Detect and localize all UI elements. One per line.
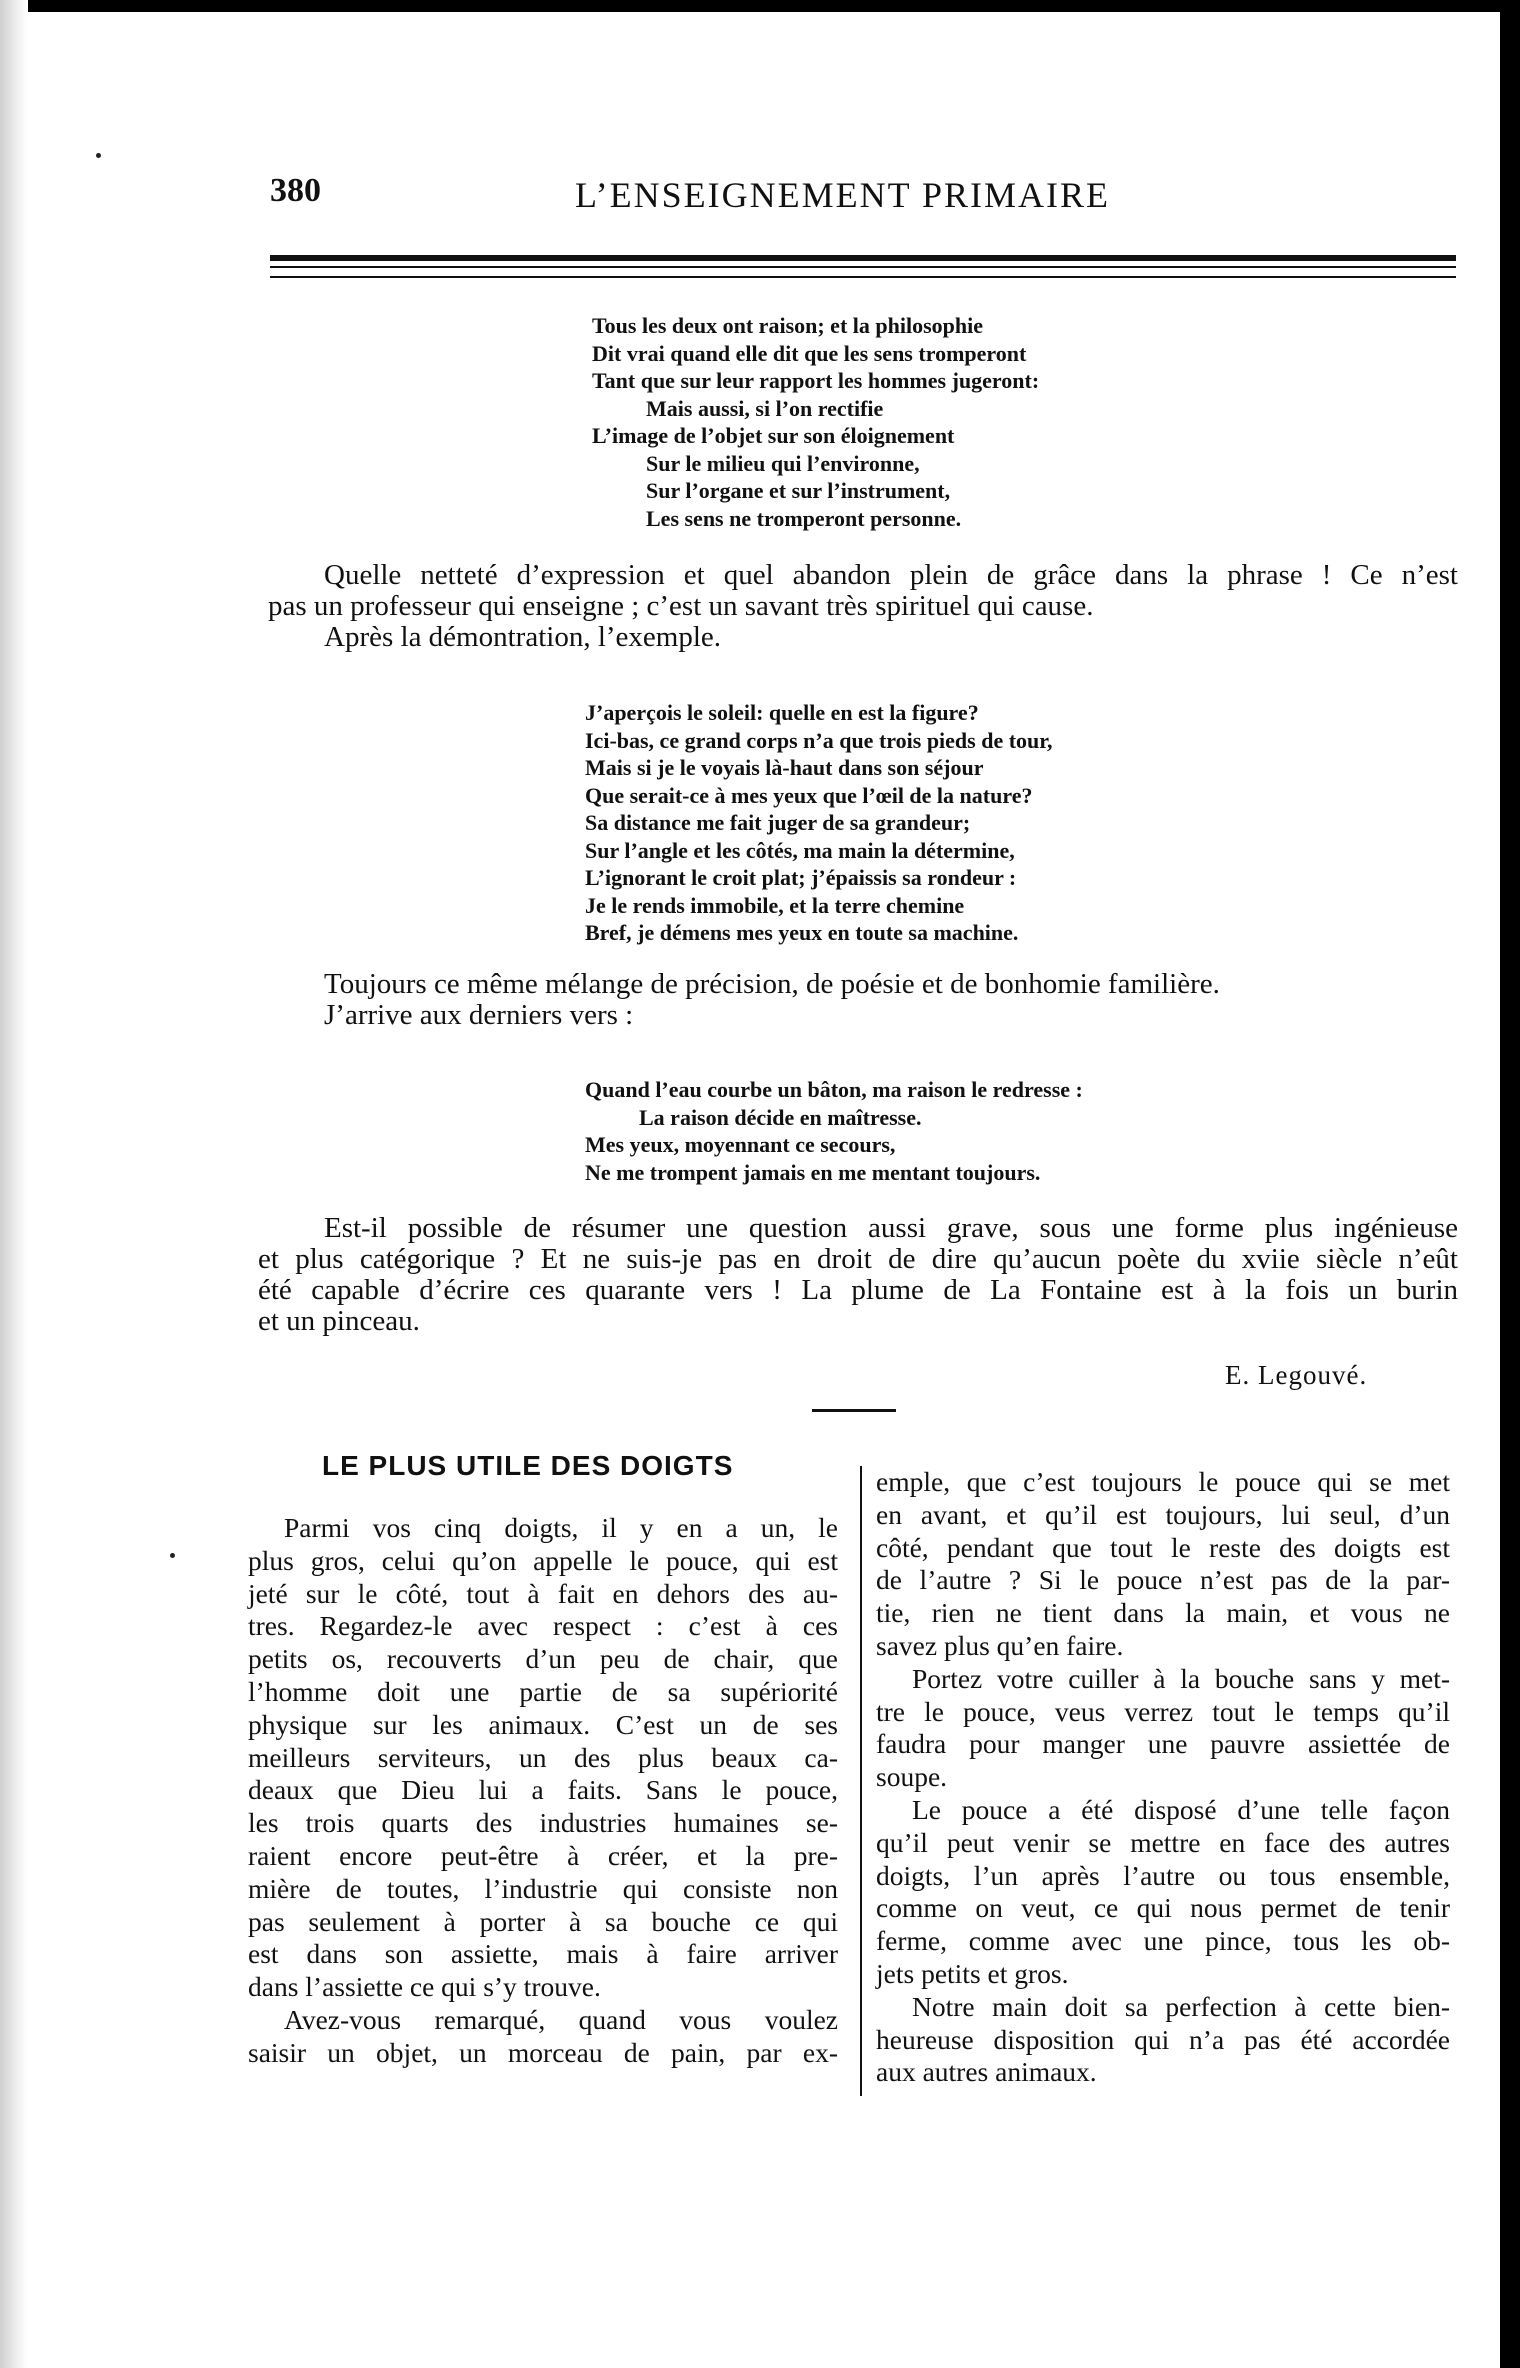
verse-line: Mes yeux, moyennant ce secours, [585, 1132, 896, 1157]
text-line: plus gros, celui qu’on appelle le pouce, qui est [248, 1544, 838, 1576]
text-line: jets petits et gros. [876, 1957, 1069, 1989]
commentary-paragraph-2 [268, 969, 1458, 1031]
text-line: Quelle netteté d’expression et quel abandon plein de grâce dans la phrase ! Ce n’est [324, 559, 1458, 591]
text-line: faudra pour manger une pauvre assiettée de [876, 1728, 1450, 1760]
text-line: et un pinceau. [258, 1305, 420, 1337]
text-line: de l’autre ? Si le pouce n’est pas de la par- [876, 1564, 1450, 1596]
verse-line: L’image de l’objet sur son éloignement [592, 423, 955, 448]
text-line: côté, pendant que tout le reste des doigts est [876, 1531, 1450, 1563]
verse-line: Mais aussi, si l’on rectifie [646, 395, 884, 421]
text-line: ferme, comme avec une pince, tous les ob- [876, 1925, 1450, 1957]
verse-line: Ici-bas, ce grand corps n’a que trois pieds de tour, [585, 727, 1053, 753]
text-line: en avant, et qu’il est toujours, lui seul, d’un [876, 1498, 1450, 1530]
text-line: Le pouce a été disposé d’une telle façon [912, 1793, 1450, 1825]
header-rule [270, 255, 1456, 261]
scan-edge-right [1500, 0, 1520, 2368]
text-line: raient encore peut-être à créer, et la pre- [248, 1839, 838, 1871]
text-line: jeté sur le côté, tout à fait en dehors des au- [248, 1577, 838, 1609]
poem-excerpt-1 [592, 312, 1039, 532]
scan-speck [170, 1553, 175, 1558]
text-line: tres. Regardez-le avec respect : c’est à ces [248, 1610, 838, 1642]
verse-line: Mais si je le voyais là-haut dans son séjour [585, 755, 984, 780]
text-line: J’arrive aux derniers vers : [324, 999, 634, 1031]
poem-excerpt-3 [585, 1076, 1083, 1186]
text-line: emple, que c’est toujours le pouce qui se met [876, 1466, 1450, 1497]
text-line: est dans son assiette, mais à faire arriver [248, 1938, 838, 1970]
verse-line: Tous les deux ont raison; et la philosophie [592, 313, 983, 338]
article-right-column [876, 1466, 1450, 2089]
verse-line: La raison décide en maîtresse. [639, 1104, 922, 1130]
header-rule [270, 276, 1456, 278]
commentary-paragraph-1 [268, 560, 1458, 653]
header-rule [270, 266, 1456, 268]
text-line: meilleurs serviteurs, un des plus beaux ca- [248, 1741, 838, 1773]
text-line: doigts, l’un après l’autre ou tous ensemble, [876, 1859, 1450, 1891]
verse-line: Bref, je démens mes yeux en toute sa machine. [585, 920, 1019, 945]
text-line: et plus catégorique ? Et ne suis-je pas en droit de dire qu’aucun poète du xviie siècle n’eût [258, 1243, 1458, 1275]
verse-line: Les sens ne tromperont personne. [646, 505, 962, 531]
text-line: Portez votre cuiller à la bouche sans y met- [912, 1662, 1450, 1694]
verse-line: Sa distance me fait juger de sa grandeur; [585, 810, 971, 835]
text-line: saisir un objet, un morceau de pain, par ex- [248, 2036, 838, 2068]
text-line: aux autres animaux. [876, 2056, 1097, 2088]
text-line: petits os, recouverts d’un peu de chair, que [248, 1643, 838, 1675]
text-line: les trois quarts des industries humaines se- [248, 1807, 838, 1839]
verse-line: J’aperçois le soleil: quelle en est la figure? [585, 700, 979, 725]
verse-line: Sur le milieu qui l’environne, [646, 450, 920, 476]
text-line: comme on veut, ce qui nous permet de tenir [876, 1892, 1450, 1924]
verse-line: Ne me trompent jamais en me mentant toujours. [585, 1159, 1041, 1185]
text-line: savez plus qu’en faire. [876, 1629, 1124, 1661]
text-line: Toujours ce même mélange de précision, de poésie et de bonhomie familière. [324, 968, 1220, 1000]
text-line: dans l’assiette ce qui s’y trouve. [248, 1971, 601, 2003]
text-line: mière de toutes, l’industrie qui consiste non [248, 1872, 838, 1904]
verse-line: Que serait-ce à mes yeux que l’œil de la nature? [585, 782, 1033, 808]
column-divider [860, 1466, 862, 2096]
scan-edge-top [0, 0, 1520, 12]
journal-title: L’ENSEIGNEMENT PRIMAIRE [575, 175, 1111, 215]
poem-excerpt-2 [585, 699, 1053, 947]
section-separator [812, 1409, 896, 1412]
verse-line: Quand l’eau courbe un bâton, ma raison le redresse : [585, 1077, 1083, 1102]
text-line: qu’il peut venir se mettre en face des autres [876, 1826, 1450, 1858]
article-left-column [248, 1512, 838, 2070]
text-line: Parmi vos cinq doigts, il y en a un, le [284, 1512, 838, 1543]
text-line: Avez-vous remarqué, quand vous voulez [284, 2003, 838, 2035]
page-number: 380 [270, 172, 321, 209]
scan-speck [96, 153, 101, 158]
text-line: l’homme doit une partie de sa supériorité [248, 1675, 838, 1707]
text-line: heureuse disposition qui n’a pas été accordée [876, 2023, 1450, 2055]
verse-line: Dit vrai quand elle dit que les sens tromperont [592, 340, 1027, 366]
verse-line: Tant que sur leur rapport les hommes jugeront: [592, 368, 1040, 393]
author-signature: E. Legouvé. [1225, 1360, 1368, 1390]
text-line: pas un professeur qui enseigne ; c’est un savant très spirituel qui cause. [268, 590, 1094, 622]
verse-line: Je le rends immobile, et la terre chemine [585, 892, 965, 918]
verse-line: Sur l’organe et sur l’instrument, [646, 478, 951, 503]
text-line: tie, rien ne tient dans la main, et vous ne [876, 1597, 1450, 1629]
scan-edge-left [0, 0, 28, 2368]
commentary-paragraph-3 [258, 1213, 1458, 1337]
text-line: soupe. [876, 1761, 948, 1793]
text-line: pas seulement à porter à sa bouche ce qui [248, 1905, 838, 1937]
text-line: été capable d’écrire ces quarante vers ! La plume de La Fontaine est à la fois un burin [258, 1274, 1458, 1306]
text-line: Après la démontration, l’exemple. [324, 621, 722, 653]
text-line: deaux que Dieu lui a faits. Sans le pouce, [248, 1774, 838, 1806]
verse-line: L’ignorant le croit plat; j’épaissis sa rondeur : [585, 865, 1017, 890]
verse-line: Sur l’angle et les côtés, ma main la détermine, [585, 837, 1015, 863]
text-line: physique sur les animaux. C’est un de ses [248, 1708, 838, 1740]
text-line: Notre main doit sa perfection à cette bien- [912, 1990, 1450, 2022]
text-line: Est-il possible de résumer une question aussi grave, sous une forme plus ingénieuse [324, 1212, 1458, 1244]
article-title: LE PLUS UTILE DES DOIGTS [322, 1450, 734, 1481]
text-line: tre le pouce, veus verrez tout le temps qu’il [876, 1695, 1450, 1727]
